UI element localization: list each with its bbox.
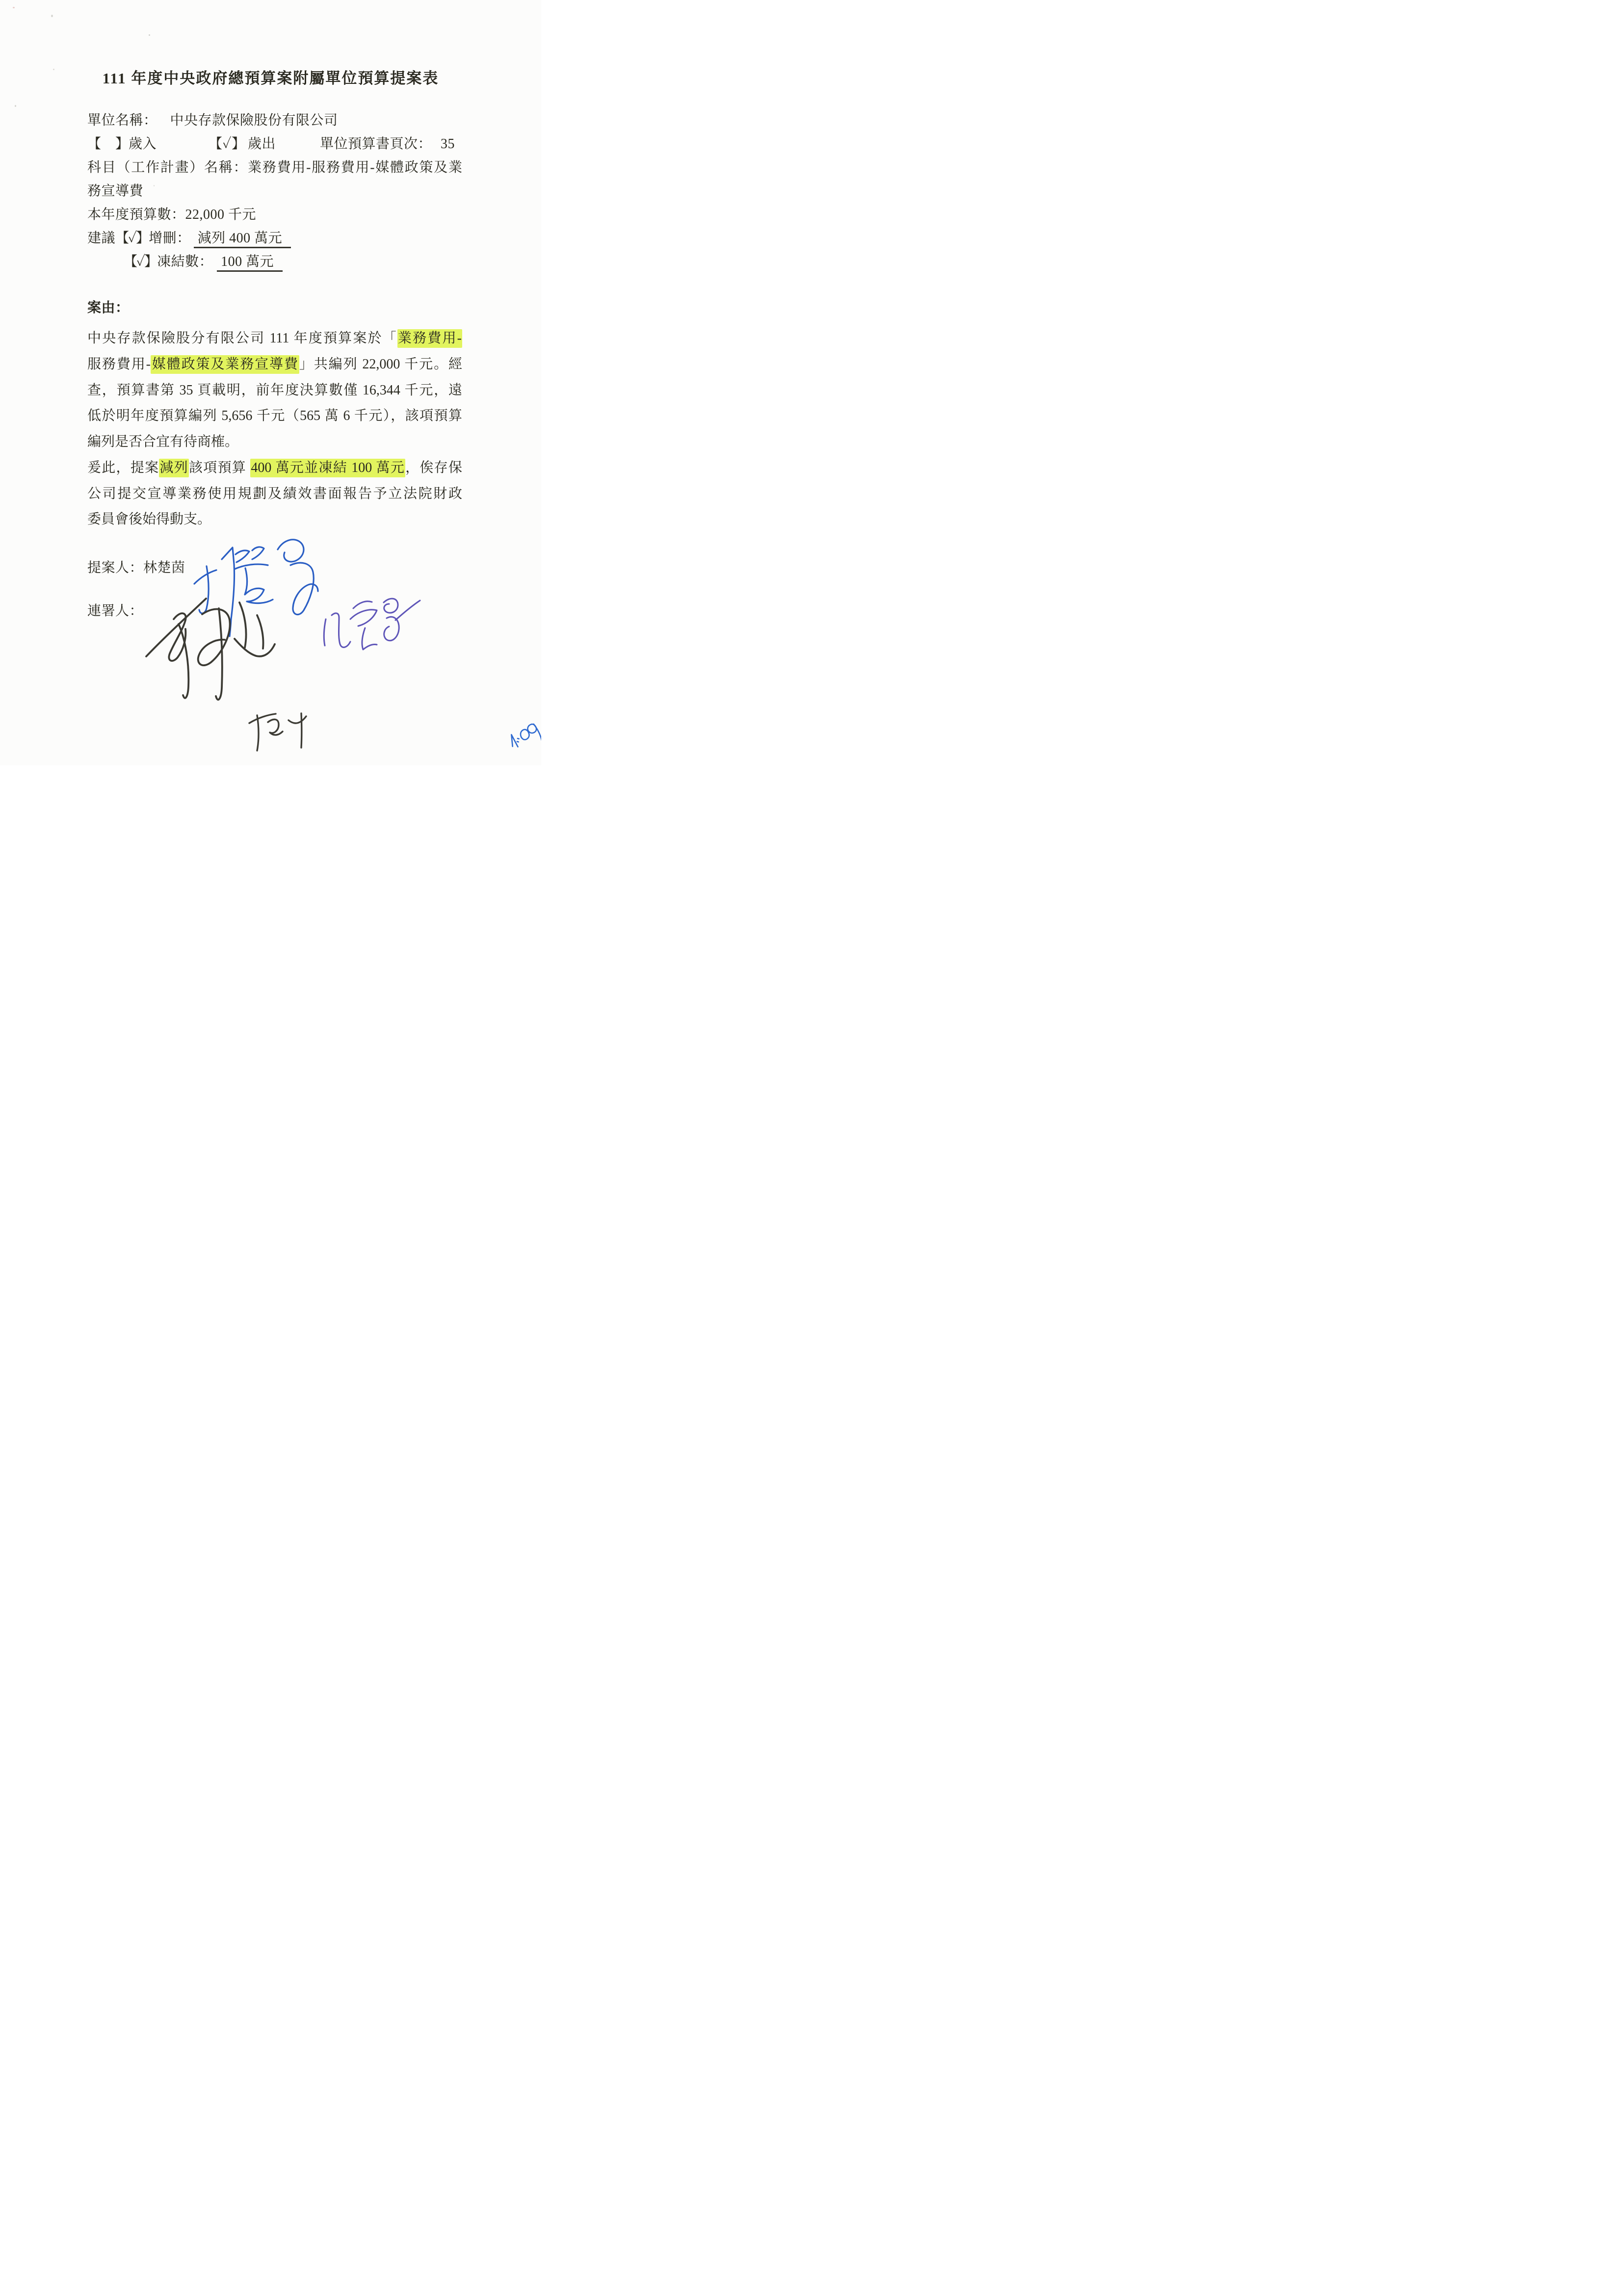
unit-name-row xyxy=(87,112,338,130)
body-text: 委員會後始得動支。 xyxy=(87,512,211,527)
body-text: ，俟存保 xyxy=(405,460,462,475)
body-text: 編列是否合宜有待商榷。 xyxy=(87,434,239,449)
proposer-label: 提案人： xyxy=(87,560,144,575)
cosigner-signature-1 xyxy=(146,599,275,700)
freeze-label: 凍結數： xyxy=(157,254,213,269)
case-line xyxy=(87,407,462,425)
scan-speck xyxy=(51,15,53,17)
highlighted-text: 業務費用- xyxy=(397,329,462,348)
proposer-name: 林楚茵 xyxy=(143,560,185,575)
page-ref-label: 單位預算書頁次： xyxy=(320,136,432,152)
freeze-value: 100 萬元 xyxy=(217,254,283,272)
body-text: 該項預算 xyxy=(188,460,251,475)
body-text: 服務費用- xyxy=(87,357,151,372)
body-text: 查，預算書第 35 頁載明，前年度決算數僅 16,344 千元，遠 xyxy=(87,383,462,398)
body-text: 低於明年度預算編列 5,656 千元（565 萬 6 千元），該項預算 xyxy=(87,408,462,423)
subject-row-2: 務宣導費 xyxy=(87,183,144,199)
suggestion-freeze-row xyxy=(124,253,283,271)
suggestion-amend-row xyxy=(87,230,291,247)
revenue-label: 歲入 xyxy=(129,136,157,152)
handwritten-page-number xyxy=(507,722,541,757)
bottom-handwritten-note xyxy=(249,713,306,751)
scan-speck xyxy=(149,34,150,36)
body-text: 」共編列 22,000 千元。經 xyxy=(299,357,462,372)
highlighted-text: 媒體政策及業務宣導費 xyxy=(151,355,299,374)
unit-name-value: 中央存款保險股份有限公司 xyxy=(170,113,338,128)
proposer-signature xyxy=(194,540,318,636)
case-line xyxy=(87,433,462,451)
body-text: 公司提交宣導業務使用規劃及績效書面報告予立法院財政 xyxy=(87,486,462,501)
amend-checkbox: 【✓】 xyxy=(115,231,149,246)
expenditure-label: 歲出 xyxy=(248,136,276,152)
amend-label: 增刪： xyxy=(149,231,191,246)
subject-row-1: 科目（工作計畫）名稱：業務費用-服務費用-媒體政策及業 xyxy=(87,160,462,175)
revenue-checkbox: 【 】 xyxy=(87,136,130,152)
case-line xyxy=(87,459,462,477)
case-line xyxy=(87,511,462,528)
highlighted-text: 減列 xyxy=(159,459,189,477)
suggestion-label: 建議 xyxy=(87,231,116,246)
page-title: 111 年度中央政府總預算案附屬單位預算提案表 xyxy=(102,70,439,87)
cosigner-label: 連署人： xyxy=(87,603,144,619)
case-line xyxy=(87,356,462,373)
unit-name-label: 單位名稱： xyxy=(87,113,157,128)
case-line xyxy=(87,382,462,399)
body-text: 爰此，提案 xyxy=(87,460,159,475)
cosigner-row xyxy=(87,602,143,620)
scan-speck xyxy=(154,185,155,186)
case-heading: 案由： xyxy=(87,300,130,315)
body-text: 中央存款保險股分有限公司 111 年度預算案於「 xyxy=(87,331,397,346)
page-ref-value: 35 xyxy=(441,136,455,152)
scan-speck xyxy=(15,105,16,107)
scanned-document-page xyxy=(0,0,541,765)
amend-value: 減列 400 萬元 xyxy=(194,231,291,248)
scan-speck xyxy=(13,7,15,8)
highlighted-text: 400 萬元並凍結 100 萬元 xyxy=(250,459,405,477)
freeze-checkbox: 【✓】 xyxy=(124,254,157,269)
expenditure-checkbox: 【✓】 xyxy=(209,136,246,152)
budget-value: 22,000 千元 xyxy=(185,207,257,222)
case-line xyxy=(87,485,462,503)
proposer-row xyxy=(87,559,185,577)
budget-label: 本年度預算數： xyxy=(87,207,185,222)
case-line xyxy=(87,330,462,347)
budget-row xyxy=(87,206,256,224)
cosigner-signature-2 xyxy=(324,599,420,650)
